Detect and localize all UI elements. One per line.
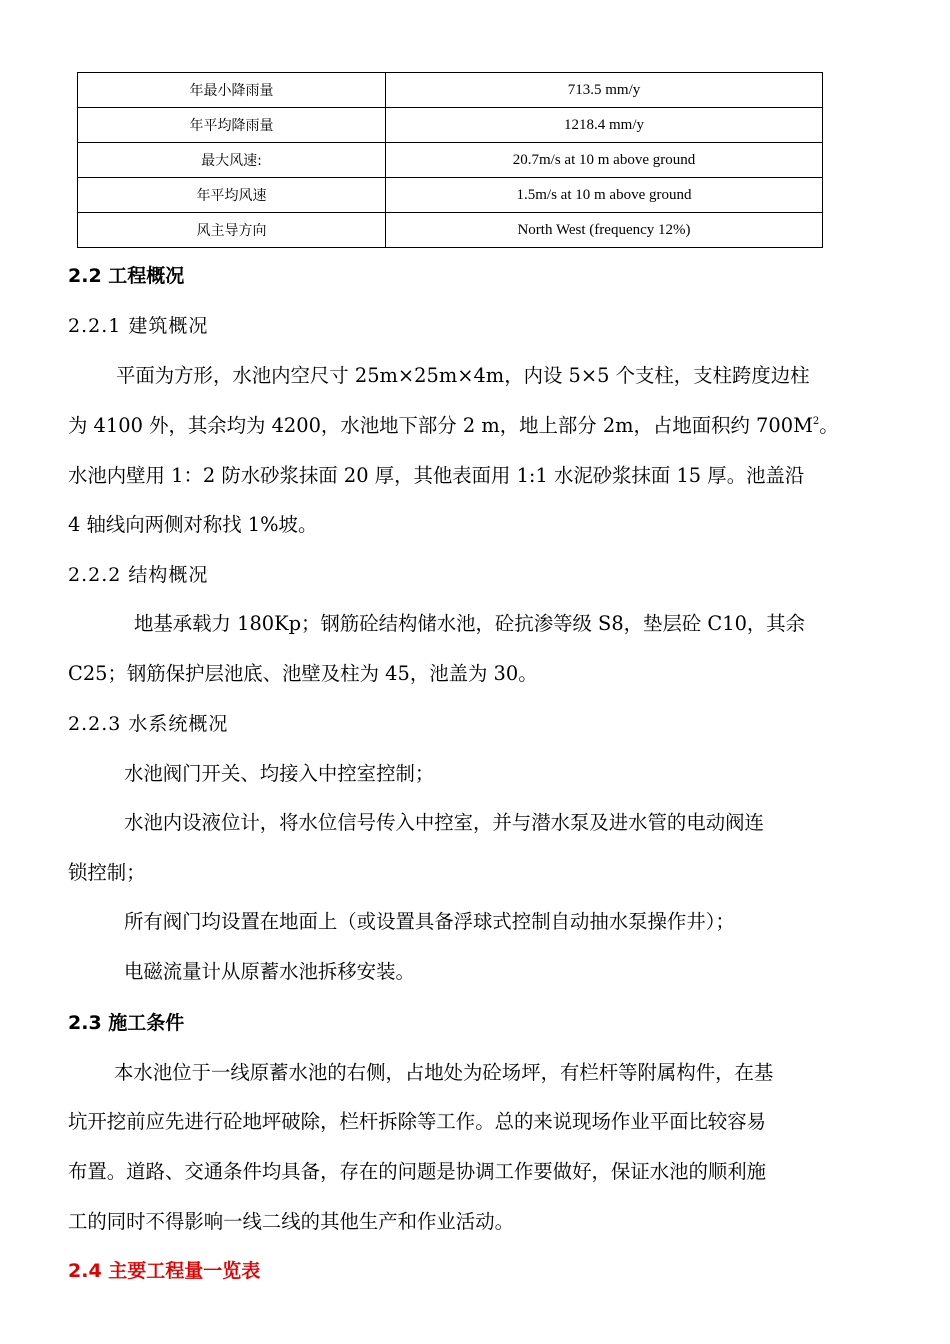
- table-cell-value: 1218.4 mm/y: [386, 108, 823, 143]
- paragraph-line: 平面为方形，水池内空尺寸 25m×25m×4m，内设 5×5 个支柱，支柱跨度边柱: [116, 364, 810, 387]
- table-row: [78, 178, 823, 213]
- subsection-heading-2-2-2: 2.2.2 结构概况: [68, 564, 209, 586]
- section-heading-2-3: 2.3 施工条件: [68, 1012, 185, 1034]
- paragraph-line: 本水池位于一线原蓄水池的右侧，占地处为砼场坪，有栏杆等附属构件，在基: [114, 1061, 774, 1084]
- table-cell-value: 713.5 mm/y: [386, 73, 823, 108]
- paragraph-text: 为 4100 外，其余均为 4200，水池地下部分 2 m，地上部分 2m，占地面积约 700M: [68, 414, 813, 437]
- section-heading-2-4: 2.4 主要工程量一览表: [68, 1260, 261, 1282]
- paragraph-line: 水池内设液位计，将水位信号传入中控室，并与潜水泵及进水管的电动阀连: [124, 811, 764, 834]
- paragraph-line: 锁控制；: [68, 861, 146, 884]
- paragraph-line: 工的同时不得影响一线二线的其他生产和作业活动。: [68, 1210, 514, 1233]
- paragraph-line: C25；钢筋保护层池底、池壁及柱为 45，池盖为 30。: [68, 662, 538, 685]
- paragraph-line: 水池阀门开关、均接入中控室控制；: [124, 762, 435, 785]
- climate-data-table: [77, 72, 823, 248]
- paragraph-line: [68, 410, 839, 438]
- table-row: [78, 213, 823, 248]
- superscript: 2: [812, 416, 820, 427]
- paragraph-line: 电磁流量计从原蓄水池拆移安装。: [124, 960, 415, 983]
- subsection-heading-2-2-3: 2.2.3 水系统概况: [68, 713, 229, 735]
- paragraph-line: 地基承载力 180Kp；钢筋砼结构储水池，砼抗渗等级 S8，垫层砼 C10，其余: [134, 612, 806, 635]
- table-cell-label: 风主导方向: [78, 213, 386, 248]
- paragraph-line: 所有阀门均设置在地面上（或设置具备浮球式控制自动抽水泵操作井）；: [124, 910, 735, 933]
- paragraph-text: 。: [819, 414, 839, 437]
- table-cell-value: North West (frequency 12%): [386, 213, 823, 248]
- subsection-heading-2-2-1: 2.2.1 建筑概况: [68, 315, 209, 337]
- paragraph-line: 水池内壁用 1：2 防水砂浆抹面 20 厚，其他表面用 1:1 水泥砂浆抹面 15 厚。池盖沿: [68, 464, 805, 487]
- table-cell-label: 年最小降雨量: [78, 73, 386, 108]
- table-row: [78, 143, 823, 178]
- table-cell-value: 1.5m/s at 10 m above ground: [386, 178, 823, 213]
- table-cell-value: 20.7m/s at 10 m above ground: [386, 143, 823, 178]
- table-cell-label: 年平均风速: [78, 178, 386, 213]
- section-heading-2-2: 2.2 工程概况: [68, 265, 185, 287]
- table-cell-label: 最大风速:: [78, 143, 386, 178]
- paragraph-line: 坑开挖前应先进行砼地坪破除，栏杆拆除等工作。总的来说现场作业平面比较容易: [68, 1110, 767, 1133]
- table-row: [78, 73, 823, 108]
- table-cell-label: 年平均降雨量: [78, 108, 386, 143]
- table-row: [78, 108, 823, 143]
- paragraph-line: 4 轴线向两侧对称找 1%坡。: [68, 513, 318, 536]
- paragraph-line: 布置。道路、交通条件均具备，存在的问题是协调工作要做好，保证水池的顺利施: [68, 1160, 767, 1183]
